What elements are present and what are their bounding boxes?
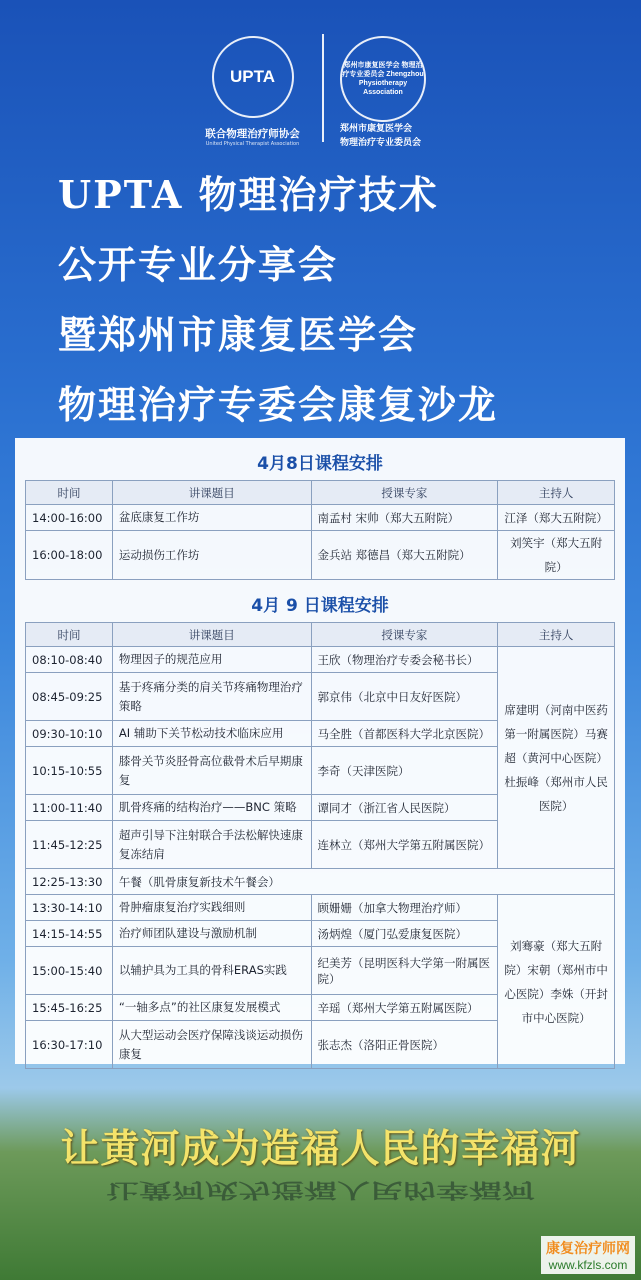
header-time: 时间 [26,481,113,505]
expert-cell: 连林立（郑州大学第五附属医院） [311,821,498,869]
host-cell-morning: 席建明（河南中医药第一附属医院）马赛超（黄河中心医院）杜振峰（郑州市人民医院） [498,647,615,869]
lunch-cell: 午餐（肌骨康复新技术午餐会） [112,869,614,895]
topic-cell: AI 辅助下关节松动技术临床应用 [112,721,311,747]
topic-cell: 盆底康复工作坊 [112,505,311,531]
expert-cell: 汤炳煌（厦门弘爱康复医院） [311,921,498,947]
header-expert: 授课专家 [311,481,498,505]
day1-title: 4月8日课程安排 [257,454,383,474]
expert-cell: 顾姗姗（加拿大物理治疗师） [311,895,498,921]
time-cell: 12:25-13:30 [26,869,113,895]
header-host: 主持人 [498,623,615,647]
expert-cell: 马全胜（首都医科大学北京医院） [311,721,498,747]
watermark-url: www.kfzls.com [548,1258,628,1272]
expert-cell: 辛瑶（郑州大学第五附属医院） [311,995,498,1021]
table-row [26,531,615,580]
slogan-reflection: 让黄河成为造福人民的幸福河 [106,1178,535,1202]
topic-cell: 骨肿瘤康复治疗实践细则 [112,895,311,921]
expert-cell: 李奇（天津医院） [311,747,498,795]
expert-cell: 王欣（物理治疗专委会秘书长） [311,647,498,673]
host-cell-afternoon: 刘骞豪（郑大五附院）宋朝（郑州市中心医院）李姝（开封市中心医院） [498,895,615,1069]
zhengzhou-mark: 郑州市康复医学会 物理治疗专业委员会 Zhengzhou Physiotherapy Association [342,61,424,97]
title-line-3: 暨郑州市康复医学会 [58,312,419,357]
zhengzhou-association-logo [340,36,450,149]
topic-cell: 基于疼痛分类的肩关节疼痛物理治疗策略 [112,673,311,721]
table-row-lunch [26,869,615,895]
expert-cell: 纪美芳（昆明医科大学第一附属医院） [311,947,498,995]
expert-cell: 南孟村 宋帅（郑大五附院） [311,505,498,531]
expert-cell: 金兵站 郑德昌（郑大五附院） [311,531,498,580]
topic-cell: 超声引导下注射联合手法松解快速康复冻结肩 [112,821,311,869]
header [0,28,641,148]
time-cell: 11:00-11:40 [26,795,113,821]
header-host: 主持人 [498,481,615,505]
logo-divider [322,34,324,142]
event-title [58,160,498,440]
time-cell: 14:15-14:55 [26,921,113,947]
expert-cell: 谭同才（浙江省人民医院） [311,795,498,821]
zhengzhou-name-2: 物理治疗专业委员会 [340,137,422,148]
time-cell: 08:45-09:25 [26,673,113,721]
topic-cell: 物理因子的规范应用 [112,647,311,673]
expert-cell: 郭京伟（北京中日友好医院） [311,673,498,721]
topic-cell: “一轴多点”的社区康复发展模式 [112,995,311,1021]
table-row [26,505,615,531]
upta-emblem-icon [212,36,294,118]
upta-logo [200,36,305,147]
zhengzhou-name-1: 郑州市康复医学会 [340,124,413,134]
time-cell: 14:00-16:00 [26,505,113,531]
time-cell: 15:00-15:40 [26,947,113,995]
title-line-2: 公开专业分享会 [58,242,339,287]
time-cell: 13:30-14:10 [26,895,113,921]
expert-cell: 张志杰（洛阳正骨医院） [311,1021,498,1069]
time-cell: 09:30-10:10 [26,721,113,747]
header-topic: 讲课题目 [112,481,311,505]
table-header-row [26,481,615,505]
title-line-4: 物理治疗专委会康复沙龙 [58,382,499,427]
upta-mark: UPTA [229,67,275,86]
topic-cell: 运动损伤工作坊 [112,531,311,580]
time-cell: 10:15-10:55 [26,747,113,795]
topic-cell: 以辅护具为工具的骨科ERAS实践 [112,947,311,995]
title-line-1: UPTA 物理治疗技术 [58,172,439,217]
upta-name-cn: 联合物理治疗师协会 [205,128,300,140]
schedule-panel [15,438,625,1064]
day1-table [25,480,615,580]
time-cell: 08:10-08:40 [26,647,113,673]
table-row [26,895,615,921]
table-row [26,647,615,673]
time-cell: 15:45-16:25 [26,995,113,1021]
topic-cell: 肌骨疼痛的结构治疗——BNC 策略 [112,795,311,821]
topic-cell: 膝骨关节炎胫骨高位截骨术后早期康复 [112,747,311,795]
host-cell: 刘笑宇（郑大五附院） [498,531,615,580]
upta-name-en: United Physical Therapist Association [205,141,300,147]
day2-title: 4月 9 日课程安排 [251,596,389,616]
header-topic: 讲课题目 [112,623,311,647]
time-cell: 11:45-12:25 [26,821,113,869]
slogan: 让黄河成为造福人民的幸福河 [60,1126,581,1172]
watermark[interactable] [541,1236,635,1274]
time-cell: 16:00-18:00 [26,531,113,580]
header-expert: 授课专家 [311,623,498,647]
header-time: 时间 [26,623,113,647]
topic-cell: 从大型运动会医疗保障浅谈运动损伤康复 [112,1021,311,1069]
topic-cell: 治疗师团队建设与激励机制 [112,921,311,947]
table-header-row [26,623,615,647]
watermark-cn: 康复治疗师网 [546,1241,630,1257]
time-cell: 16:30-17:10 [26,1021,113,1069]
day2-table [25,622,615,1069]
host-cell: 江泽（郑大五附院） [498,505,615,531]
zhengzhou-emblem-icon [340,36,426,122]
